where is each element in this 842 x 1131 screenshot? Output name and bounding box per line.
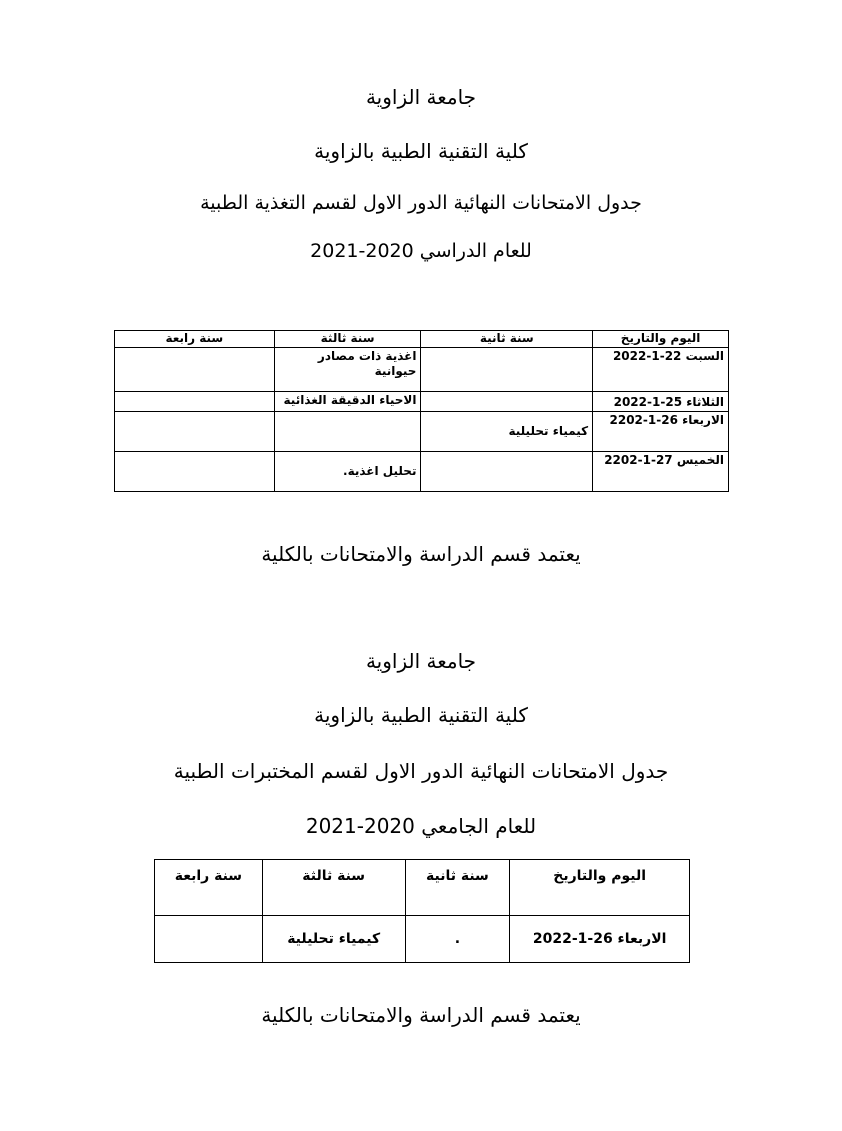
cell-year-4 <box>115 412 275 452</box>
cell-day-date: السبت 22-1-2022 <box>593 348 729 392</box>
cell-day-date: الاربعاء 26-1-2022 <box>510 916 690 963</box>
cell-year-2 <box>421 452 593 492</box>
cell-year-4 <box>115 392 275 412</box>
cell-year-3: كيمياء تحليلية <box>262 916 405 963</box>
academic-year: للعام الجامعي 2020-2021 <box>305 814 537 838</box>
cell-day-date: الخميس 27-1-2202 <box>593 452 729 492</box>
cell-year-4 <box>155 916 263 963</box>
header-year-3: سنة ثالثة <box>274 331 421 348</box>
cell-year-3: تحليل اغذية. <box>274 452 421 492</box>
header-day-date: اليوم والتاريخ <box>593 331 729 348</box>
cell-year-2: . <box>405 916 510 963</box>
header-day-date: اليوم والتاريخ <box>510 860 690 916</box>
header-year-2: سنة ثانية <box>421 331 593 348</box>
schedule-title: جدول الامتحانات النهائية الدور الاول لقسم المختبرات الطبية <box>173 759 669 783</box>
table-header-row <box>115 331 729 348</box>
cell-year-4 <box>115 452 275 492</box>
cell-year-4 <box>115 348 275 392</box>
approval-note: يعتمد قسم الدراسة والامتحانات بالكلية <box>261 1003 581 1027</box>
college-name: كلية التقنية الطبية بالزاوية <box>314 139 528 163</box>
table-row <box>115 392 729 412</box>
cell-year-2 <box>421 392 593 412</box>
header-year-2: سنة ثانية <box>405 860 510 916</box>
academic-year: للعام الدراسي 2020-2021 <box>310 240 532 262</box>
exam-schedule-table-laboratories <box>154 859 690 963</box>
cell-year-2 <box>421 348 593 392</box>
exam-schedule-table-nutrition <box>114 330 729 492</box>
schedule-title: جدول الامتحانات النهائية الدور الاول لقسم التغذية الطبية <box>200 192 642 214</box>
cell-day-date: الاربعاء 26-1-2202 <box>593 412 729 452</box>
cell-year-3 <box>274 412 421 452</box>
university-name: جامعة الزاوية <box>365 85 477 109</box>
cell-day-date: الثلاثاء 25-1-2022 <box>593 392 729 412</box>
table-row <box>115 452 729 492</box>
table-row <box>115 348 729 392</box>
approval-note: يعتمد قسم الدراسة والامتحانات بالكلية <box>261 542 581 566</box>
header-year-4: سنة رابعة <box>115 331 275 348</box>
table-header-row <box>155 860 690 916</box>
cell-year-2: كيمياء تحليلية <box>421 412 593 452</box>
cell-year-3: اغذية ذات مصادر حيوانية <box>274 348 421 392</box>
header-year-4: سنة رابعة <box>155 860 263 916</box>
table-row <box>115 412 729 452</box>
header-year-3: سنة ثالثة <box>262 860 405 916</box>
college-name: كلية التقنية الطبية بالزاوية <box>314 703 528 727</box>
university-name: جامعة الزاوية <box>365 649 477 673</box>
cell-year-3: الاحياء الدقيقة الغذائية <box>274 392 421 412</box>
table-row <box>155 916 690 963</box>
